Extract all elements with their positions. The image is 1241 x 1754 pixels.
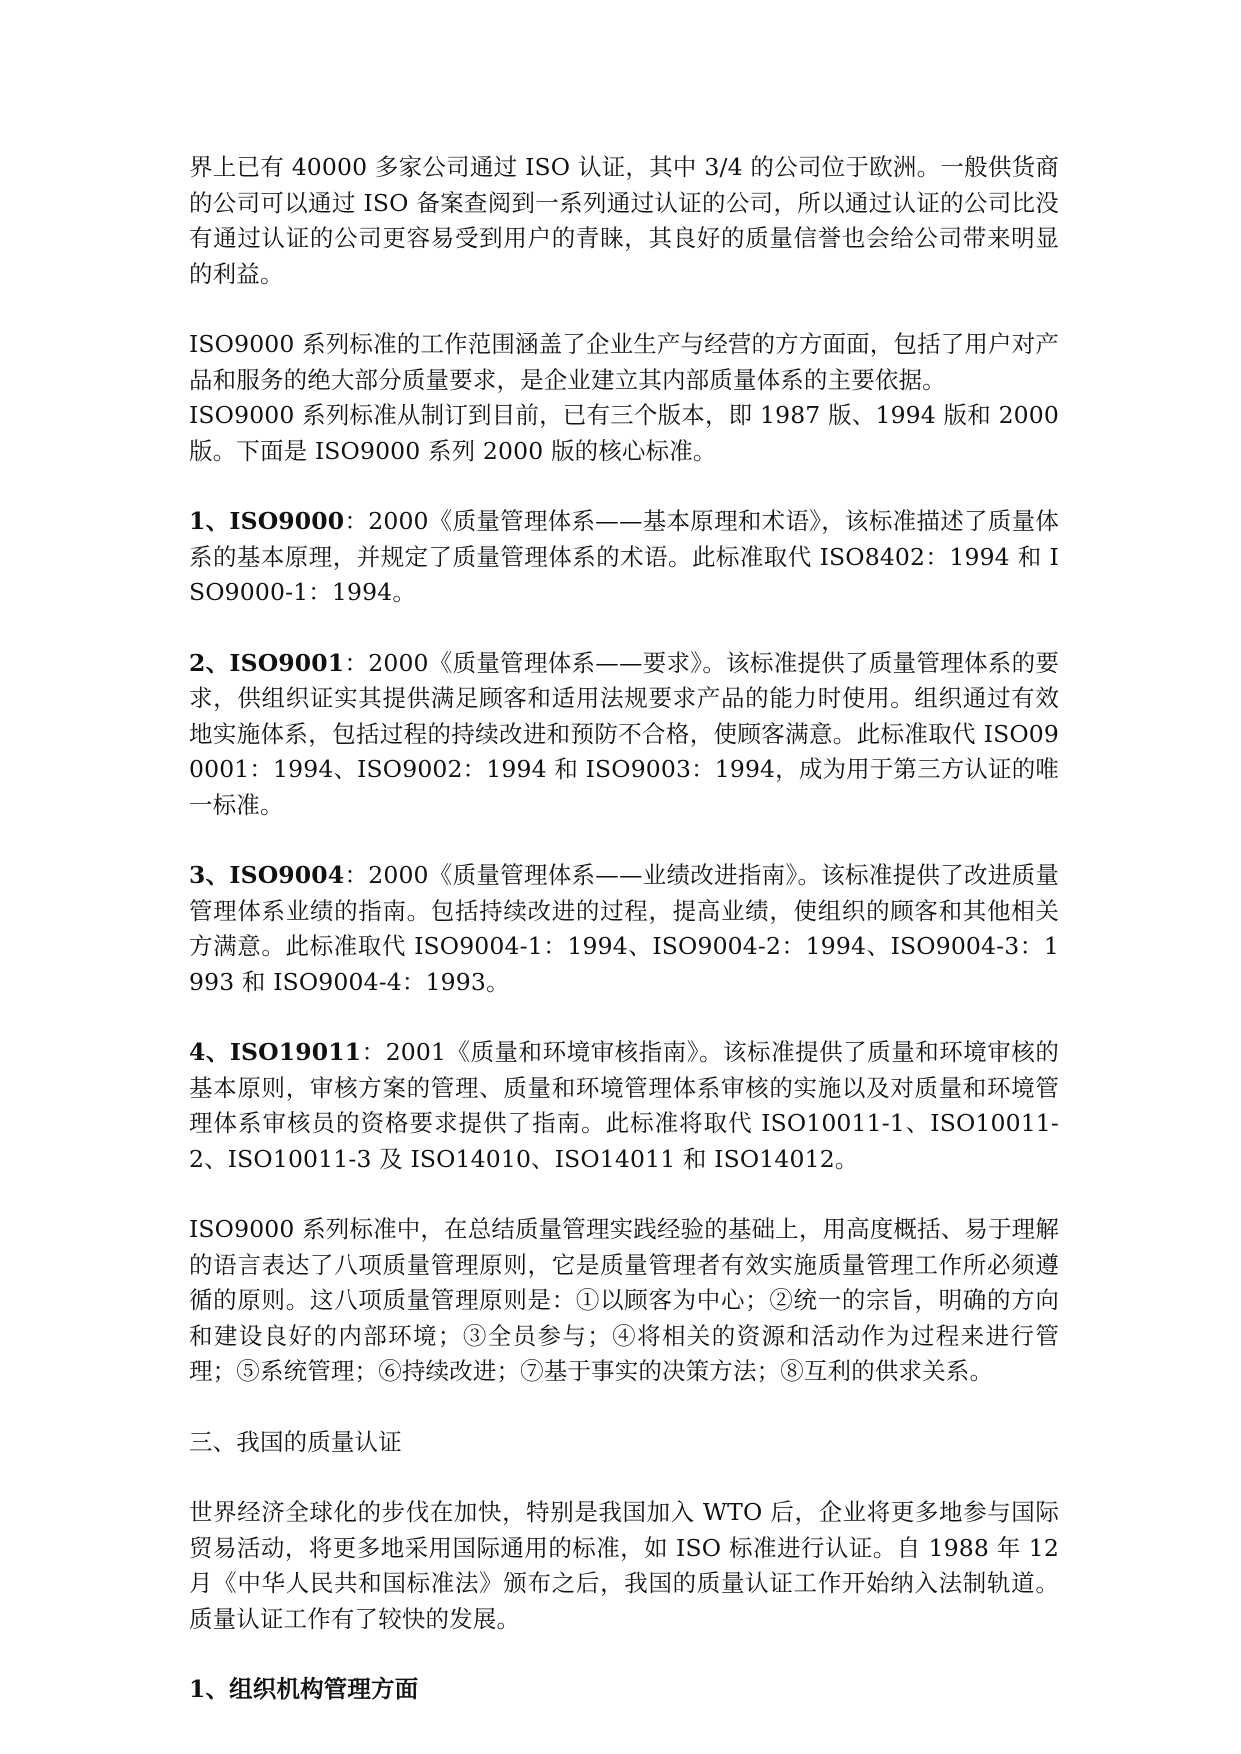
document-body (189, 150, 1059, 1708)
standard-item-title: 1、ISO9000 (189, 507, 345, 535)
standard-item-text: ：2001《质量和环境审核指南》。该标准提供了质量和环境审核的基本原则，审核方案的管理、质量和环境管理体系审核的实施以及对质量和环境管理体系审核员的资格要求提供了指南。此标准将取代 ISO10011-1、ISO10011-2、ISO10011-3 及 ISO14010、ISO14011 和 ISO14012。 (189, 1038, 1059, 1173)
versions-paragraph: ISO9000 系列标准从制订到目前，已有三个版本，即 1987 版、1994 版和 2000 版。下面是 ISO9000 系列 2000 版的核心标准。 (189, 401, 1059, 465)
standard-item-iso9004 (189, 858, 1059, 1000)
standard-item-text: ：2000《质量管理体系——基本原理和术语》，该标准描述了质量体系的基本原理，并规定了质量管理体系的术语。此标准取代 ISO8402：1994 和 ISO9000-1：1994。 (189, 507, 1060, 606)
standard-item-text: ：2000《质量管理体系——要求》。该标准提供了质量管理体系的要求，供组织证实其提供满足顾客和适用法规要求产品的能力时使用。组织通过有效地实施体系，包括过程的持续改进和预防不合格，使顾客满意。此标准取代 ISO090001：1994、ISO9002：1994 和 ISO9003：1994，成为用于第三方认证的唯一标准。 (189, 648, 1060, 819)
scope-paragraph: ISO9000 系列标准的工作范围涵盖了企业生产与经营的方方面面，包括了用户对产品和服务的绝大部分质量要求，是企业建立其内部质量体系的主要依据。 (189, 330, 1059, 394)
standard-item-iso19011 (189, 1035, 1059, 1177)
standard-item-title: 4、ISO19011 (189, 1038, 362, 1066)
standard-item-title: 2、ISO9001 (189, 648, 345, 677)
subsection-heading: 1、组织机构管理方面 (189, 1675, 419, 1703)
intro-paragraph: 界上已有 40000 多家公司通过 ISO 认证，其中 3/4 的公司位于欧洲。一般供货商的公司可以通过 ISO 备案查阅到一系列通过认证的公司，所以通过认证的公司比没有通过认证的公司更容易受到用户的青睐，其良好的质量信誉也会给公司带来明显的利益。 (189, 153, 1059, 288)
standard-item-iso9001 (189, 646, 1059, 824)
section-heading: 三、我国的质量认证 (189, 1427, 402, 1456)
standard-item-title: 3、ISO9004 (189, 861, 345, 889)
principles-paragraph: ISO9000 系列标准中，在总结质量管理实践经验的基础上，用高度概括、易于理解的语言表达了八项质量管理原则，它是质量管理者有效实施质量管理工作所必须遵循的原则。这八项质量管理原则是：①以顾客为中心；②统一的宗旨，明确的方向和建设良好的内部环境；③全员参与；④将相关的资源和活动作为过程来进行管理；⑤系统管理；⑥持续改进；⑦基于事实的决策方法；⑧互利的供求关系。 (189, 1215, 1059, 1385)
standard-item-text: ：2000《质量管理体系——业绩改进指南》。该标准提供了改进质量管理体系业绩的指南。包括持续改进的过程，提高业绩，使组织的顾客和其他相关方满意。此标准取代 ISO9004-1：1994、ISO9004-2：1994、ISO9004-3：1993 和 ISO9004-4：1993。 (189, 861, 1060, 996)
standard-item-iso9000 (189, 504, 1059, 611)
china-certification-paragraph: 世界经济全球化的步伐在加快，特别是我国加入 WTO 后，企业将更多地参与国际贸易活动，将更多地采用国际通用的标准，如 ISO 标准进行认证。自 1988 年 12 月《中华人民共和国标准法》颁布之后，我国的质量认证工作开始纳入法制轨道。质量认证工作有了较快的发展。 (189, 1498, 1059, 1633)
